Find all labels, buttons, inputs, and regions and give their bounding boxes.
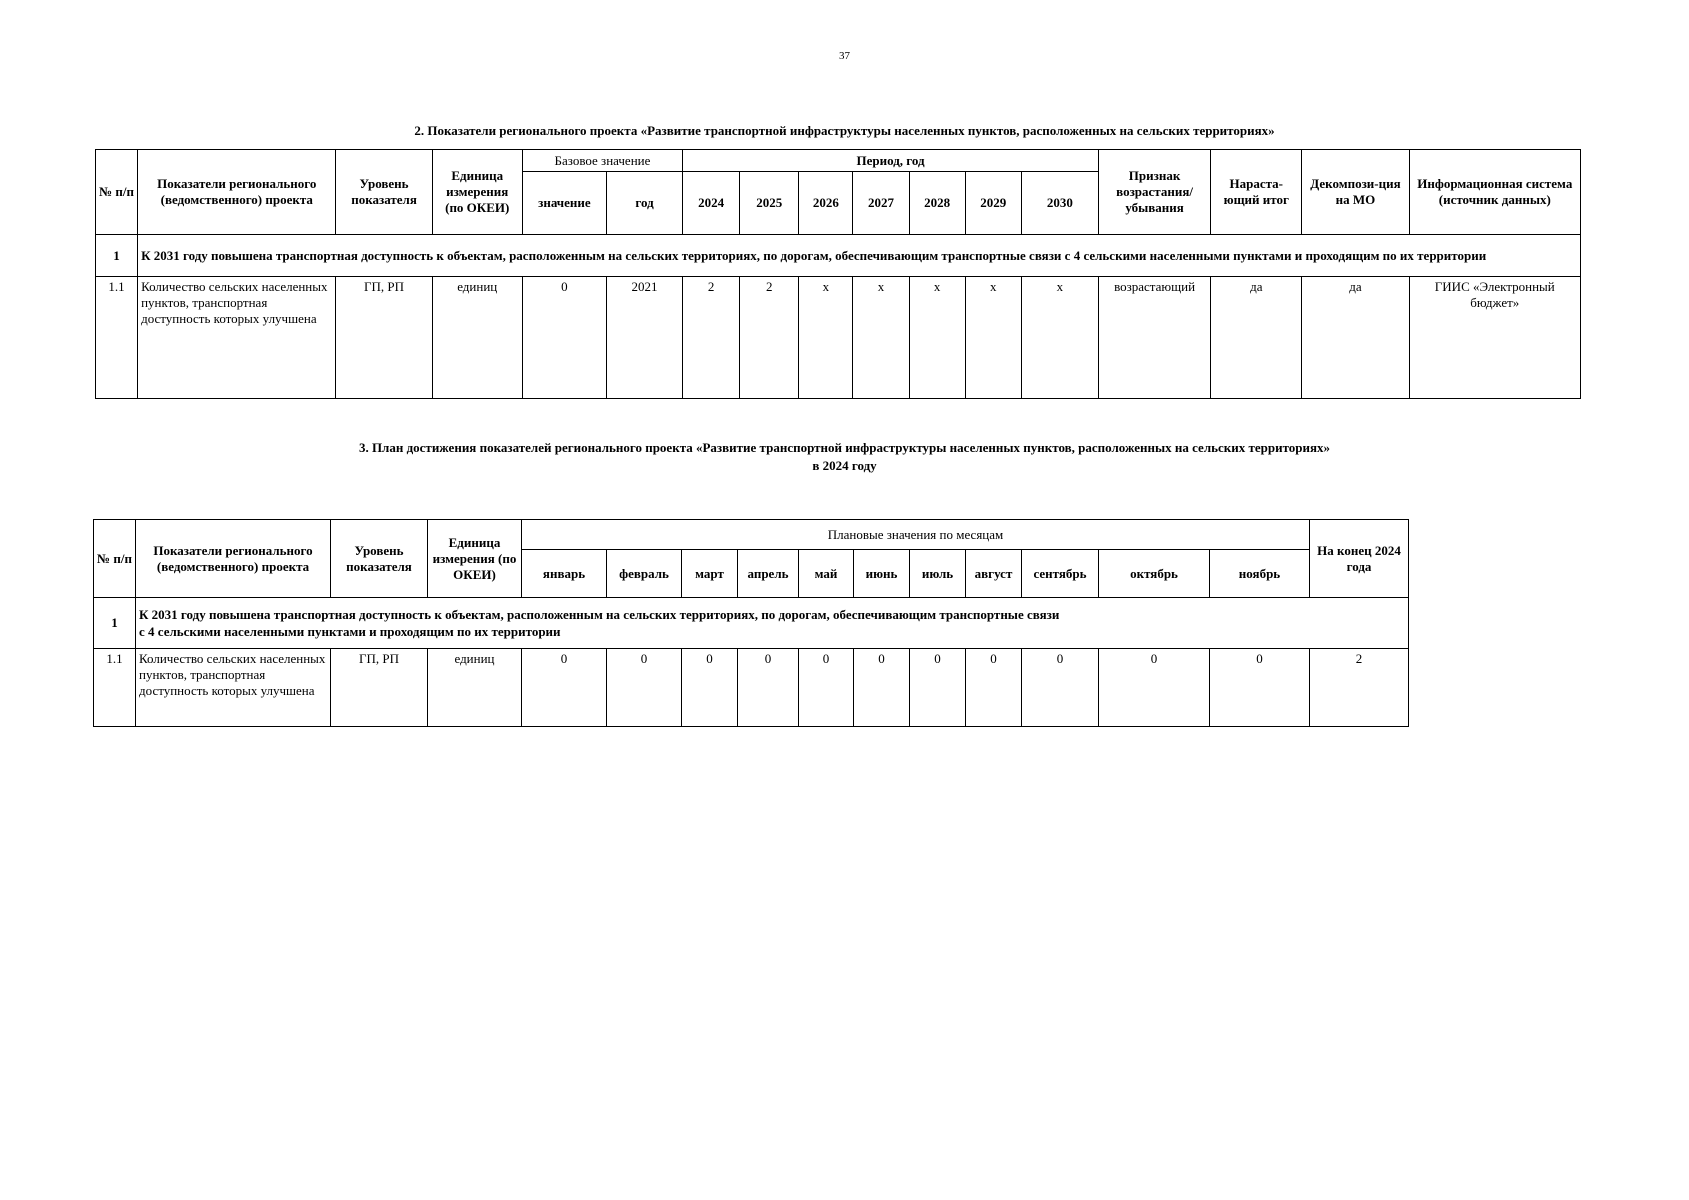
row-base-value: 0 xyxy=(522,277,606,399)
row-month-value: 0 xyxy=(966,649,1022,727)
header-year: 2027 xyxy=(853,172,909,235)
header-month: июнь xyxy=(854,550,910,598)
goal-num: 1 xyxy=(94,598,136,649)
header-info-system: Информационная система (источник данных) xyxy=(1409,150,1580,235)
row-month-value: 0 xyxy=(1022,649,1099,727)
row-month-value: 0 xyxy=(1210,649,1310,727)
row-year-value: x xyxy=(909,277,965,399)
row-month-value: 0 xyxy=(854,649,910,727)
row-level: ГП, РП xyxy=(331,649,428,727)
header-level: Уровень показателя xyxy=(331,520,428,598)
header-trend: Признак возрастания/ убывания xyxy=(1098,150,1210,235)
header-unit: Единица измерения (по ОКЕИ) xyxy=(428,520,522,598)
plan-table xyxy=(93,519,1409,727)
header-month: август xyxy=(966,550,1022,598)
header-indicator: Показатели регионального (ведомственного) проекта xyxy=(136,520,331,598)
goal-text: К 2031 году повышена транспортная доступность к объектам, расположенным на сельских территориях, по дорогам, обеспечивающим транспортные связи с 4 сельскими населенными пунктами и проходящим по их территории xyxy=(138,235,1581,277)
row-year-value: x xyxy=(853,277,909,399)
header-month: июль xyxy=(910,550,966,598)
header-year: 2025 xyxy=(740,172,799,235)
header-base-value: значение xyxy=(522,172,606,235)
indicators-table xyxy=(95,149,1581,399)
page-number: 37 xyxy=(839,50,850,62)
header-month: январь xyxy=(522,550,607,598)
row-unit: единиц xyxy=(432,277,522,399)
table-row xyxy=(94,649,1409,727)
header-year: 2026 xyxy=(799,172,853,235)
row-num: 1.1 xyxy=(94,649,136,727)
header-year: 2030 xyxy=(1021,172,1098,235)
header-cumulative: Нараста-ющий итог xyxy=(1211,150,1302,235)
header-unit: Единица измерения (по ОКЕИ) xyxy=(432,150,522,235)
row-indicator: Количество сельских населенных пунктов, транспортная доступность которых улучшена xyxy=(136,649,331,727)
header-month: апрель xyxy=(738,550,799,598)
table-row xyxy=(96,277,1581,399)
row-year-value: 2 xyxy=(740,277,799,399)
row-decomposition: да xyxy=(1302,277,1409,399)
row-level: ГП, РП xyxy=(336,277,432,399)
header-decomposition: Декомпози-ция на МО xyxy=(1302,150,1409,235)
row-month-value: 0 xyxy=(910,649,966,727)
section-3-title xyxy=(0,439,1689,475)
row-trend: возрастающий xyxy=(1098,277,1210,399)
header-period: Период, год xyxy=(683,150,1099,172)
header-month: март xyxy=(682,550,738,598)
header-year: 2028 xyxy=(909,172,965,235)
header-base-year: год xyxy=(606,172,682,235)
header-num: № п/п xyxy=(96,150,138,235)
header-month: сентябрь xyxy=(1022,550,1099,598)
row-cumulative: да xyxy=(1211,277,1302,399)
row-month-value: 0 xyxy=(1099,649,1210,727)
section-2-title: 2. Показатели регионального проекта «Развитие транспортной инфраструктуры населенных пунктов, расположенных на сельских территориях» xyxy=(414,123,1275,138)
row-indicator: Количество сельских населенных пунктов, транспортная доступность которых улучшена xyxy=(138,277,336,399)
row-month-value: 0 xyxy=(682,649,738,727)
goal-text-line2: с 4 сельскими населенными пунктами и проходящим по их территории xyxy=(139,624,561,639)
goal-num: 1 xyxy=(96,235,138,277)
row-month-value: 0 xyxy=(607,649,682,727)
header-month: ноябрь xyxy=(1210,550,1310,598)
row-year-value: x xyxy=(1021,277,1098,399)
header-month: май xyxy=(799,550,854,598)
header-plan: Плановые значения по месяцам xyxy=(522,520,1310,550)
section-3-title-line2: в 2024 году xyxy=(812,458,877,473)
row-month-value: 0 xyxy=(799,649,854,727)
header-year: 2024 xyxy=(683,172,740,235)
header-level: Уровень показателя xyxy=(336,150,432,235)
row-base-year: 2021 xyxy=(606,277,682,399)
header-base: Базовое значение xyxy=(522,150,682,172)
header-month: февраль xyxy=(607,550,682,598)
row-month-value: 0 xyxy=(738,649,799,727)
row-year-value: x xyxy=(965,277,1021,399)
header-indicator: Показатели регионального (ведомственного) проекта xyxy=(138,150,336,235)
row-num: 1.1 xyxy=(96,277,138,399)
row-year-value: x xyxy=(799,277,853,399)
row-year-end: 2 xyxy=(1310,649,1409,727)
row-month-value: 0 xyxy=(522,649,607,727)
section-3-title-line1: 3. План достижения показателей регионального проекта «Развитие транспортной инфраструктуры населенных пунктов, расположенных на сельских территориях» xyxy=(358,440,1331,455)
goal-text xyxy=(136,598,1409,649)
row-unit: единиц xyxy=(428,649,522,727)
header-num: № п/п xyxy=(94,520,136,598)
row-year-value: 2 xyxy=(683,277,740,399)
header-month: октябрь xyxy=(1099,550,1210,598)
goal-text-line1: К 2031 году повышена транспортная доступность к объектам, расположенным на сельских территориях, по дорогам, обеспечивающим транспортные связи xyxy=(139,607,1060,622)
header-year-end: На конец 2024 года xyxy=(1310,520,1409,598)
row-info-system: ГИИС «Электронный бюджет» xyxy=(1409,277,1580,399)
header-year: 2029 xyxy=(965,172,1021,235)
